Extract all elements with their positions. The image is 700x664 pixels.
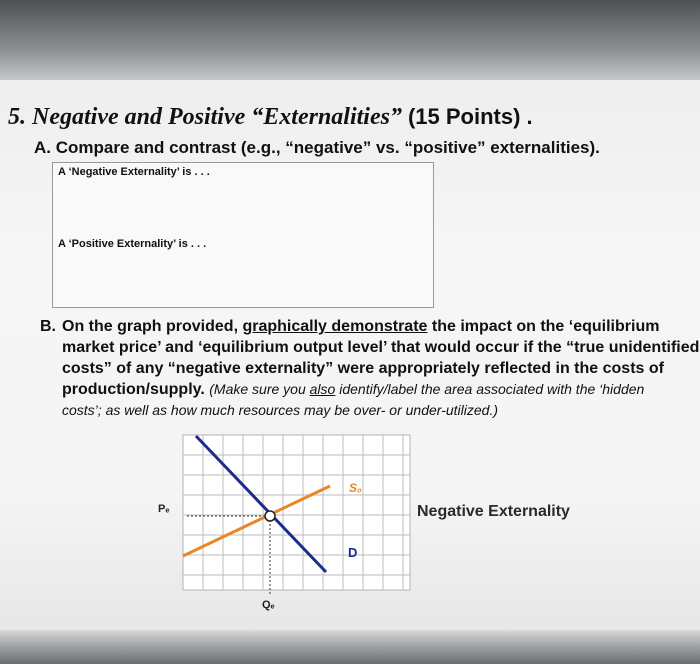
question-title-text: Negative and Positive “Externalities” bbox=[32, 104, 402, 130]
question-points: (15 Points) . bbox=[407, 104, 533, 129]
part-b-note-a: (Make sure you bbox=[209, 381, 306, 397]
quantity-label: Qₑ bbox=[262, 599, 275, 611]
part-a-prompt: A. Compare and contrast (e.g., “negative” vs. “positive” externalities). bbox=[34, 138, 600, 157]
positive-externality-prompt: A ‘Positive Externality’ is . . . bbox=[58, 238, 207, 250]
equilibrium-point bbox=[265, 511, 275, 521]
question-number: 5. bbox=[8, 104, 26, 130]
price-label: Pₑ bbox=[158, 503, 170, 515]
part-b-line-1b: the impact on the ‘equilibrium bbox=[431, 318, 660, 335]
part-b-line-4a: production/supply. bbox=[62, 381, 205, 398]
part-b-note-b: identify/label the area associated with the ‘hidden bbox=[339, 381, 645, 397]
part-b-underlined: graphically demonstrate bbox=[242, 318, 428, 335]
graph-title: Negative Externality bbox=[417, 503, 570, 520]
negative-externality-prompt: A ‘Negative Externality’ is . . . bbox=[58, 166, 210, 178]
demand-label: D bbox=[348, 545, 358, 560]
supply-label: S₀ bbox=[349, 481, 362, 495]
part-b-line-2: market price’ and ‘equilibrium output level’ that would occur if the “true unidentified bbox=[62, 339, 700, 356]
part-b-line-5: costs’; as well as how much resources may be over- or under-utilized.) bbox=[62, 402, 498, 418]
part-b-letter: B. bbox=[40, 318, 56, 335]
part-b-note-underlined: also bbox=[309, 381, 336, 397]
part-b-line-1a: On the graph provided, bbox=[62, 318, 239, 335]
part-b-line-3: costs” of any “negative externality” were appropriately reflected in the costs of bbox=[62, 360, 664, 377]
